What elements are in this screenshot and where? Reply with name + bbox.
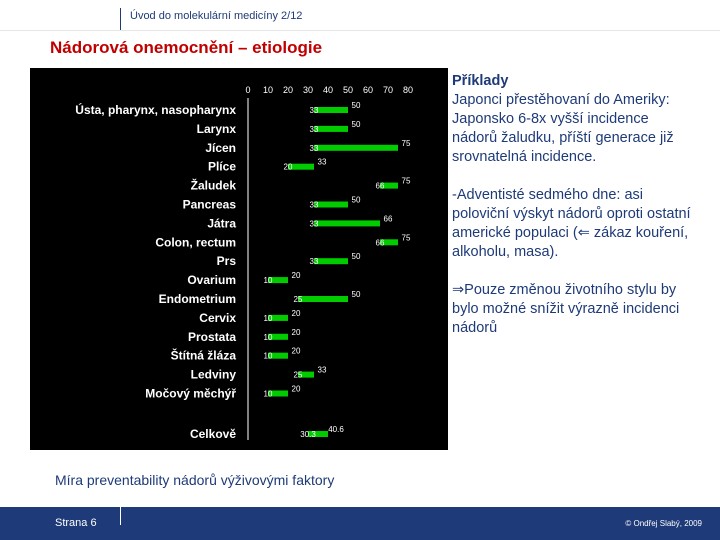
low-value-label: 10: [263, 332, 273, 342]
high-value-label: 50: [351, 290, 361, 299]
range-bar: [314, 107, 348, 113]
high-value-label: 50: [351, 252, 361, 262]
course-title: Úvod do molekulární medicíny 2/12: [130, 10, 303, 22]
category-label: Pancreas: [182, 197, 236, 212]
x-tick-label: 50: [342, 85, 354, 95]
low-value-label: 33: [309, 124, 319, 134]
high-value-label: 75: [401, 233, 411, 243]
low-value-label: 25: [293, 370, 303, 380]
high-value-label: 40.6: [328, 425, 344, 434]
high-value-label: 75: [401, 176, 411, 186]
high-value-label: 33: [317, 157, 327, 167]
chart-svg: [30, 68, 448, 450]
examples-heading: Příklady: [452, 73, 509, 89]
high-value-label: 20: [291, 271, 301, 281]
category-label: Močový měchýř: [145, 386, 236, 401]
low-value-label: 33: [309, 143, 319, 153]
low-value-label: 10: [263, 313, 273, 323]
slide-title: Nádorová onemocnění – etiologie: [50, 38, 323, 57]
low-value-label: 33: [309, 219, 319, 229]
low-value-label: 66: [375, 181, 385, 191]
adventists-text: -Adventisté sedmého dne: asi poloviční výskyt nádorů oproti ostatní americké populaci (⇐ zákaz kouření, alkoholu, masa).: [452, 187, 691, 260]
low-value-label: 20: [283, 162, 293, 172]
category-label: Játra: [207, 216, 236, 231]
x-tick-label: 10: [262, 85, 274, 95]
low-value-label: 10: [263, 276, 273, 286]
high-value-label: 50: [351, 195, 361, 205]
category-label: Ústa, pharynx, nasopharynx: [75, 103, 236, 117]
low-value-label: 33: [309, 106, 319, 115]
x-tick-label: 0: [245, 85, 251, 95]
page-number: Strana 6: [55, 517, 97, 529]
category-label: Larynx: [196, 121, 236, 136]
range-bar: [314, 126, 348, 132]
category-label: Prs: [216, 254, 236, 269]
high-value-label: 20: [291, 308, 301, 318]
high-value-label: 75: [401, 138, 411, 148]
category-label: Plíce: [207, 159, 236, 174]
examples-body: Japonci přestěhovaní do Ameriky: Japonsko 6-8x vyšší incidence nádorů žaludku, příští generace již srovnatelná incidence.: [452, 92, 674, 165]
high-value-label: 20: [291, 327, 301, 337]
category-label: Ovarium: [187, 273, 236, 288]
high-value-label: 50: [351, 119, 361, 129]
category-label: Endometrium: [158, 292, 236, 306]
category-label: Celkově: [189, 427, 236, 441]
copyright: © Ondřej Slabý, 2009: [625, 519, 702, 528]
range-bar: [314, 145, 398, 151]
header-divider: [120, 8, 121, 30]
category-label: Cervix: [199, 310, 236, 325]
x-tick-label: 80: [402, 85, 414, 95]
slide-header: [0, 0, 720, 30]
category-label: Štítná žláza: [170, 348, 236, 363]
range-bar: [298, 296, 348, 302]
preventability-chart: [30, 68, 448, 450]
high-value-label: 20: [291, 384, 301, 394]
conclusion-text: ⇒Pouze změnou životního stylu by bylo možné snížit výrazně incidenci nádorů: [452, 282, 680, 336]
range-bar: [314, 202, 348, 208]
high-value-label: 66: [383, 214, 393, 224]
category-label: Jícen: [205, 140, 236, 155]
high-value-label: 33: [317, 365, 327, 375]
chart-caption: Míra preventability nádorů výživovými faktory: [55, 472, 335, 488]
low-value-label: 10: [263, 351, 273, 361]
examples-panel: [452, 72, 697, 357]
x-tick-label: 20: [282, 85, 294, 95]
category-label: Prostata: [187, 329, 236, 344]
range-bar: [314, 220, 380, 226]
high-value-label: 50: [351, 101, 361, 110]
slide-footer: [0, 507, 720, 540]
low-value-label: 25: [293, 295, 303, 304]
low-value-label: 33: [309, 200, 319, 210]
category-label: Ledviny: [190, 367, 236, 382]
x-tick-label: 30: [302, 85, 314, 95]
range-bar: [314, 258, 348, 264]
category-label: Colon, rectum: [155, 235, 236, 250]
low-value-label: 66: [375, 238, 385, 248]
footer-divider: [120, 507, 121, 525]
high-value-label: 20: [291, 346, 301, 356]
low-value-label: 30.3: [300, 430, 316, 439]
category-label: Žaludek: [190, 178, 236, 193]
header-underline: [0, 30, 720, 31]
x-tick-label: 70: [382, 85, 394, 95]
low-value-label: 33: [309, 257, 319, 267]
low-value-label: 10: [263, 389, 273, 399]
x-tick-label: 60: [362, 85, 374, 95]
x-tick-label: 40: [322, 85, 334, 95]
